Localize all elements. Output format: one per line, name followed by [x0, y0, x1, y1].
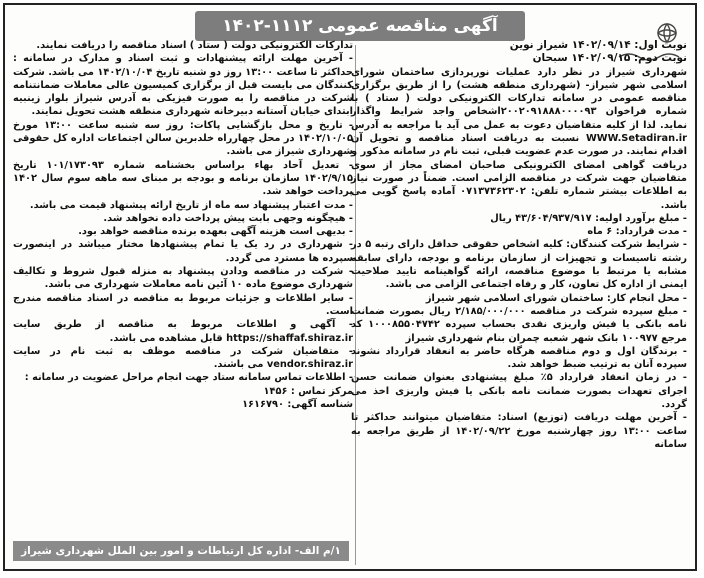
clause: - اطلاعات تماس سامانه ستاد جهت انجام مراحل عضویت در سامانه : — [24, 372, 353, 384]
clause: - محل انجام کار: ساختمان شورای اسلامی شهر شیراز — [425, 292, 687, 304]
clause: - برندگان اول و دوم مناقصه هرگاه حاضر به انعقاد قرارداد نشوند سپرده آنان به ترتیب ضبط خواهد شد. — [351, 345, 687, 371]
clause: - سایر اطلاعات و جزئیات مربوط به مناقصه در اسناد مناقصه مندرج است. — [13, 292, 353, 317]
clause: - مبلغ سپرده شرکت در مناقصه ۲/۱۸۵/۰۰۰/۰۰۰ ریال بصورت ضمانت نامه بانکی یا فیش واریزی نقدی بحساب سپرده ۱۰۰۰۸۵۵۰۴۷۴۲ کد مرجع ۱۰۰۹۷۷ بانک شهر شعبه چمران بنام شهرداری شیراز — [351, 305, 687, 344]
clause: تدارکات الکترونیکی دولت ( ستاد ) اسناد مناقصه را دریافت نمایند. — [36, 40, 353, 51]
left-column — [13, 39, 353, 411]
clause: - تاریخ و محل بازگشایی پاکات: روز سه شنبه ساعت ۱۳:۰۰ مورخ ۱۴۰۲/۱۰/۰۵ در محل چهارراه خلدبرین سالن اجتماعات اداره کل حقوقی شهرداری شیراز می باشد. — [13, 119, 353, 158]
contact-center: مرکز تماس : ۱۴۵۶ — [263, 385, 353, 397]
right-column — [351, 39, 687, 451]
intro-paragraph: شهرداری شیراز در نظر دارد عملیات نورپردازی ساختمان شورای اسلامی شهر شیراز- (شهرداری منطقه هشت) را از طریق برگزاری مناقصه عمومی در سامانه تدارکات الکترونیکی دولت ( ستاد ) با شماره فراخوان ۲۰۰۲۰۹۱۸۸۸۰۰۰۰۹۳اشخاص واجد شرایط واگذار نماید. لذا از کلیه متقاضیان دعوت به عمل می آید با مراجعه به آدرس WWW.Setadiran.ir نسبت به دریافت اسناد مناقصه و تحویل آن اقدام نمایند. در صورت عدم عضویت قبلی، ثبت نام در سامانه مذکور و دریافت گواهی امضای الکترونیکی صاحبان امضای مجاز از سوی متقاضیان جهت شرکت در مناقصه الزامی است. ضمناً در صورت نیاز به اطلاعات بیشتر شماره تلفن: ۰۷۱۳۷۳۶۲۳۰۲ آماده پاسخ گویی می باشد. — [351, 66, 687, 211]
clause: - بدیهی است هزینه آگهی بعهده برنده مناقصه خواهد بود. — [78, 226, 353, 238]
clause-link-shaffaf[interactable]: - آگهی و اطلاعات مربوط به مناقصه از طریق سایت https://shaffaf.shiraz.ir قابل مشاهده می باشد. — [13, 319, 353, 344]
clause: - آخرین مهلت دریافت (توزیع) اسناد: متقاضیان میتوانند حداکثر تا ساعت ۱۳:۰۰ روز چهارشنبه مورخ ۱۴۰۲/۰۹/۲۲ از طریق مراجعه به سامانه — [351, 412, 687, 450]
clause: - مبلغ برآورد اولیه: ۴۳/۶۰۴/۹۳۷/۹۱۷ ریال — [490, 212, 687, 224]
clause: - تعدیل آحاد بهاء براساس بخشنامه شماره ۱۰۱/۱۷۳۰۹۳ تاریخ ۱۴۰۲/۹/۱۵ سازمان برنامه و بودجه بر مبنای سه ماهه سوم سال ۱۴۰۲ پرداخت خواهد شد. — [13, 159, 353, 198]
notice-title: آگهی مناقصه عمومی ۱۱۱۲-۱۴۰۲ — [195, 11, 525, 41]
clause: - آخرین مهلت ارائه پیشنهادات و ثبت اسناد و مدارک در سامانه : حداکثر تا ساعت ۱۳:۰۰ روز دو شنبه تاریخ ۱۴۰۲/۱۰/۰۴ می باشد. شرکت کنندگان می بایست قبل از برگزاری کمیسیون عالی معاملات ضمانتنامه شرکت در مناقصه را به صورت فیزیکی به آدرس شیراز بلوار زینبیه ابتدای خیابان آستانه دبیرخانه شهرداری منطقه هشت تحویل نمایند. — [13, 53, 353, 118]
clause: - مدت قرارداد: ۶ ماه — [587, 226, 687, 238]
clause: - شهرداری در رد یک یا تمام پیشنهادها مختار میباشد در اینصورت سپرده ها مسترد می گردد. — [13, 239, 353, 264]
header-line: نوبت اول: ۱۴۰۲/۰۹/۱۴ شیراز نوین — [509, 39, 687, 51]
clause: - در زمان انعقاد قرارداد ۵٪ مبلغ پیشنهادی بعنوان ضمانت حسن اجرای تعهدات بصورت ضمانت نامه بانکی یا فیش واریزی اخذ می گردد. — [351, 372, 687, 411]
clause-link-vendor[interactable]: - متقاضیان شرکت در مناقصه موظف به ثبت نام در سایت vendor.shiraz.ir می باشند. — [13, 345, 353, 371]
clause: - مدت اعتبار پیشنهاد سه ماه از تاریخ ارائه پیشنهاد قیمت می باشد. — [29, 199, 353, 211]
footer-publisher: ۱/م الف- اداره کل ارتباطات و امور بین الملل شهرداری شیراز — [13, 541, 349, 561]
clause: - شرکت در مناقصه ودادن پیشنهاد به منزله قبول شروط و تکالیف شهرداری موضوع ماده ۱۰ آئین نامه معاملات شهرداری می باشد. — [13, 266, 353, 291]
notice-frame — [3, 3, 697, 571]
notice-id: شناسه آگهی: ۱۶۱۶۷۹۰ — [242, 399, 353, 411]
header-line: نوبت دوم: ۱۴۰۲/۰۹/۱۵ سبحان — [532, 52, 687, 65]
clause: - هیچگونه وجهی بابت پیش پرداخت داده نخواهد شد. — [103, 212, 353, 224]
clause: - شرایط شرکت کنندگان: کلیه اشخاص حقوقی حداقل دارای رتبه ۵ در رشته تاسیسات و تجهیزات از سازمان برنامه و بودجه، دارای سابقه مشابه یا مرتبط با موضوع مناقصه، ارائه گواهینامه تایید صلاحیت ایمنی از اداره کل تعاون، کار و رفاه اجتماعی الزامی می باشد. — [351, 239, 687, 291]
